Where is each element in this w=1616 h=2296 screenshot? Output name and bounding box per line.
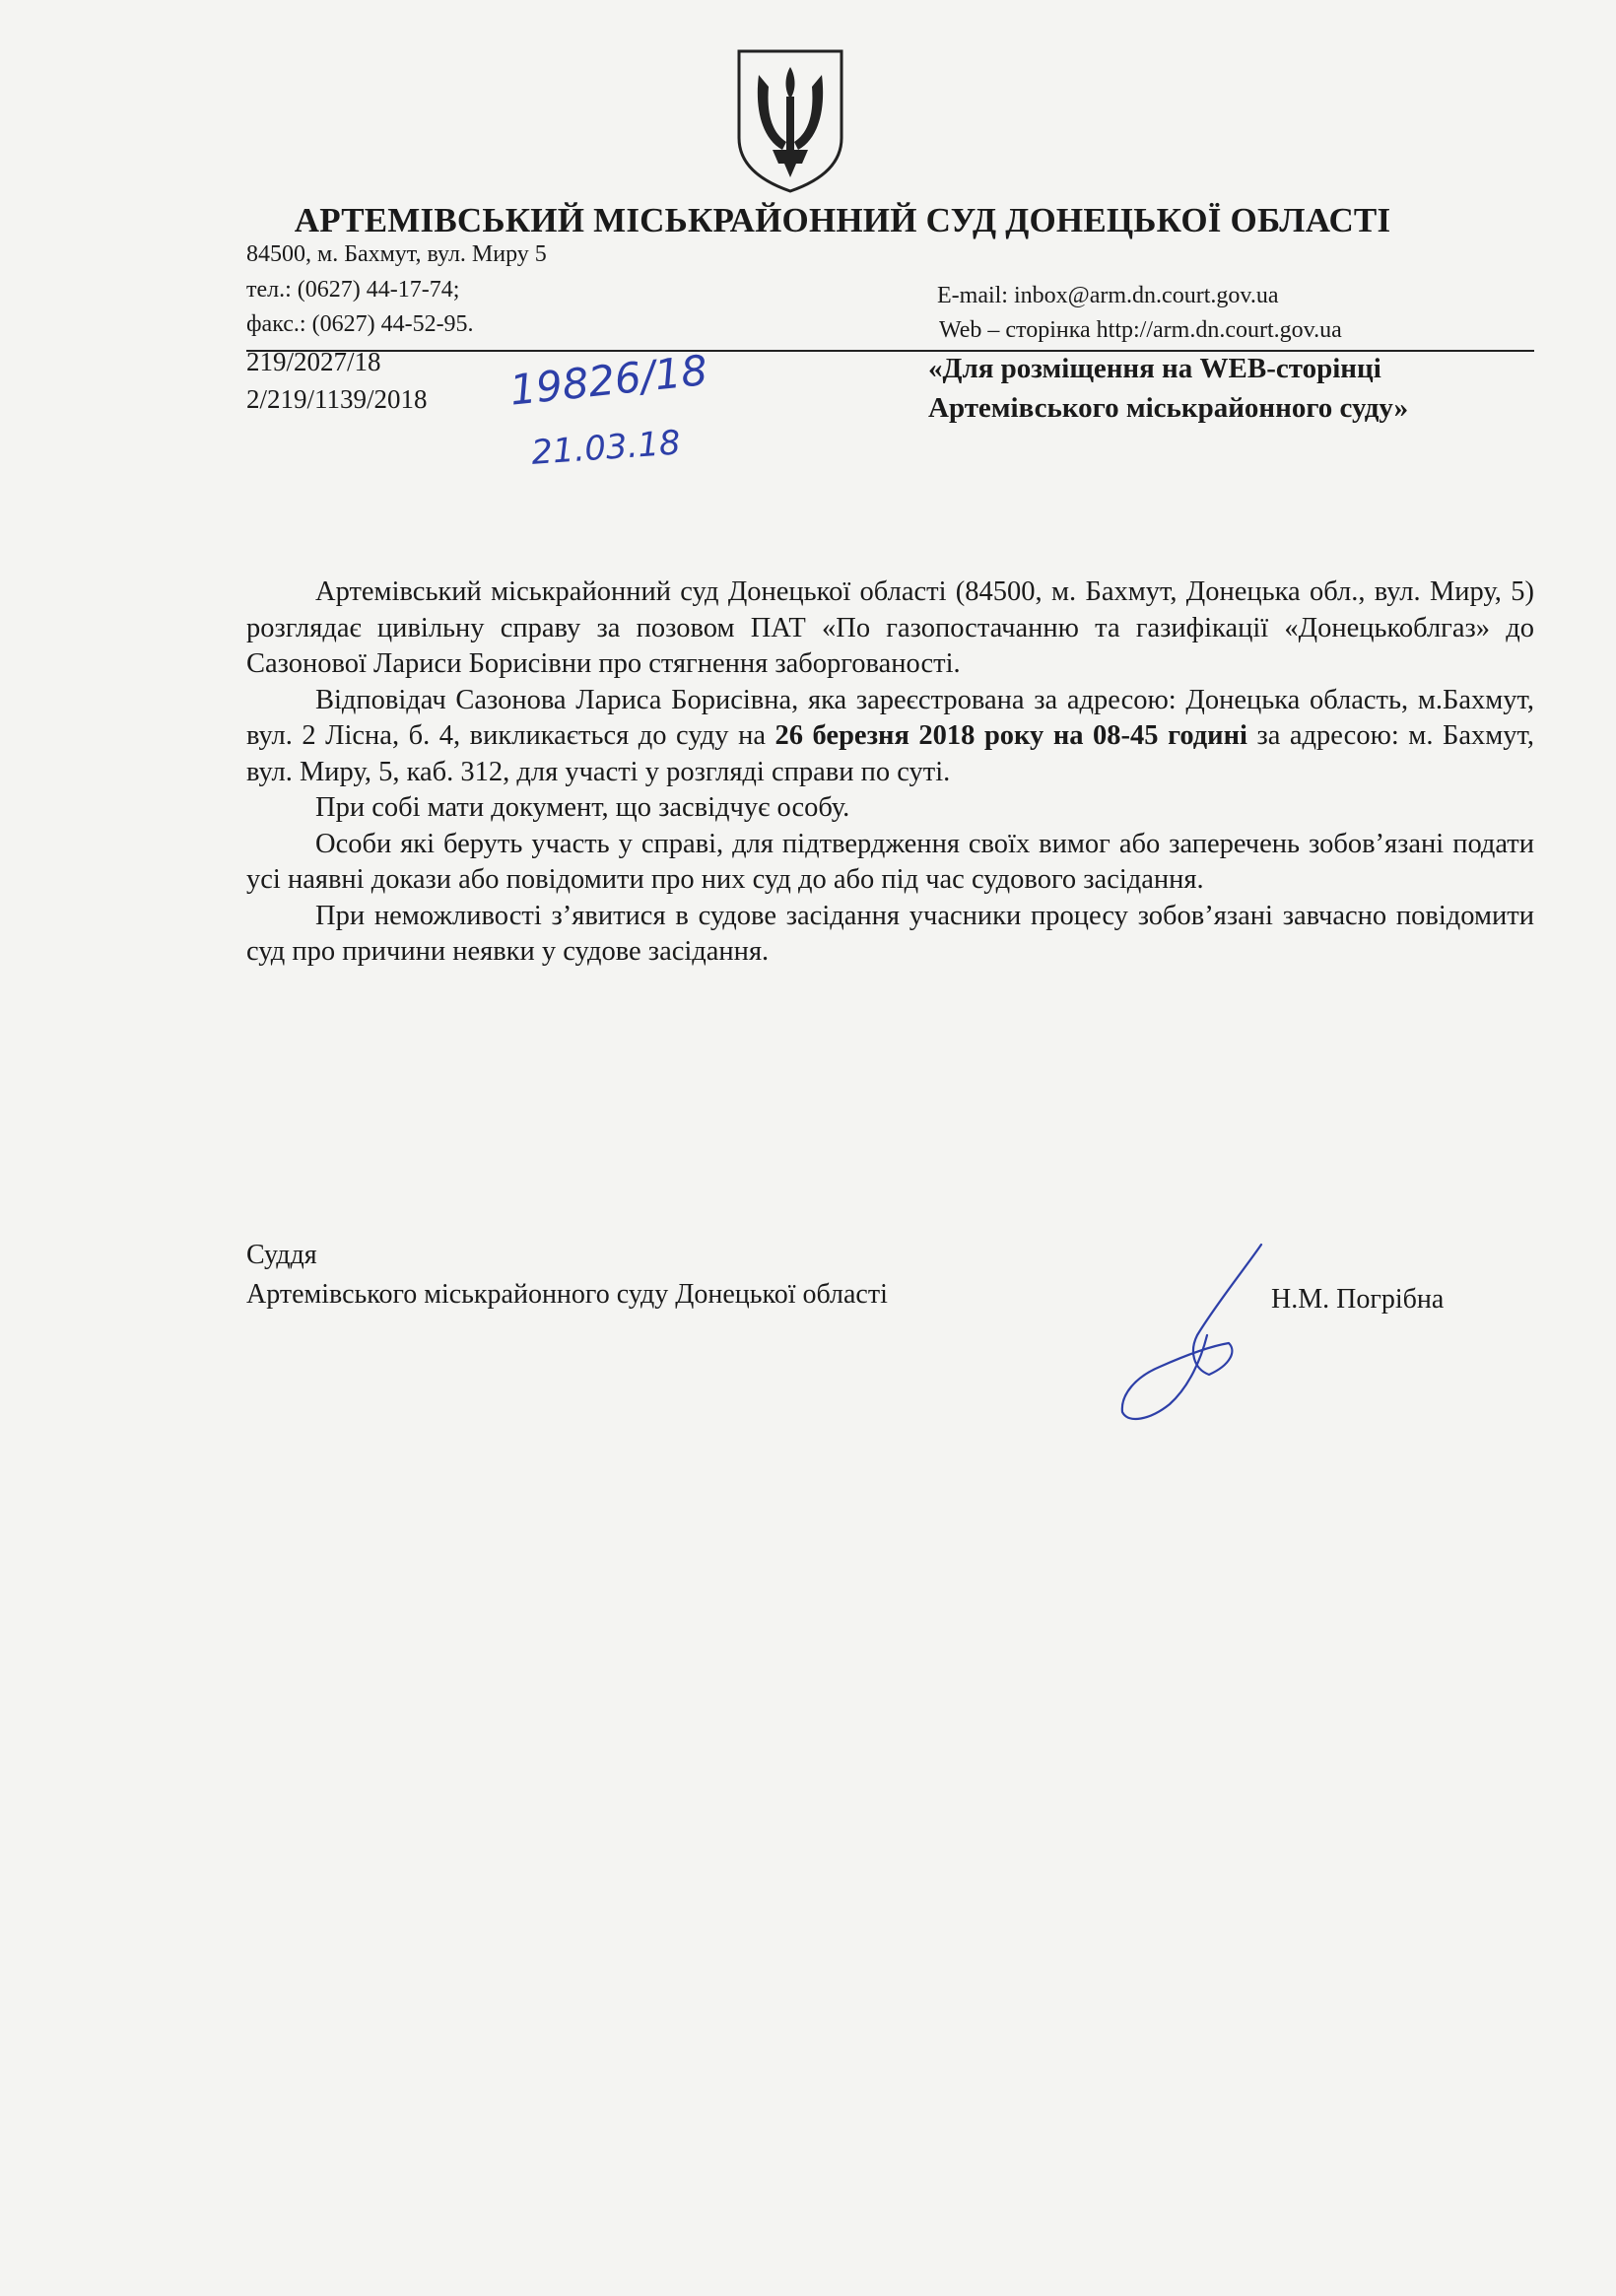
paragraph-id-document: При собі мати документ, що засвідчує особу. bbox=[315, 792, 850, 823]
handwritten-signature bbox=[1099, 1237, 1296, 1434]
judge-title: Суддя bbox=[246, 1240, 317, 1270]
summons-text-start: Відповідач Сазонова Лариса Борисівна, яка зареєстрована за адресою: Донецька область, м.Бахмут, вул. 2 Лісна, б. 4, викликається до суду на bbox=[246, 684, 1534, 751]
court-phone: тел.: (0627) 44-17-74; bbox=[246, 277, 460, 303]
handwritten-date: 21.03.18 bbox=[530, 423, 682, 473]
hearing-datetime: 26 березня 2018 року на 08-45 годині bbox=[774, 720, 1247, 751]
publication-notice-line-1: «Для розміщення на WEB-сторінці bbox=[928, 353, 1381, 384]
handwritten-incoming-number: 19826/18 bbox=[507, 345, 710, 415]
coat-of-arms-icon bbox=[731, 47, 849, 195]
judge-name: Н.М. Погрібна bbox=[1271, 1284, 1445, 1315]
court-address: 84500, м. Бахмут, вул. Миру 5 bbox=[246, 241, 547, 267]
proceeding-number: 2/219/1139/2018 bbox=[246, 384, 428, 414]
paragraph-case-description: Артемівський міськрайонний суд Донецької області (84500, м. Бахмут, Донецька обл., вул. Миру, 5) розглядає цивільну справу за позовом ПАТ «По газопостачанню та газифікації «Донецькоблгаз» до Сазонової Лариси Борисівни про стягнення заборгованості. bbox=[246, 576, 1534, 679]
paragraph-summons bbox=[246, 683, 1534, 791]
court-fax: факс.: (0627) 44-52-95. bbox=[246, 311, 474, 337]
court-email: E-mail: inbox@arm.dn.court.gov.ua bbox=[937, 283, 1279, 308]
publication-notice-line-2: Артемівського міськрайонного суду» bbox=[928, 392, 1409, 424]
paragraph-evidence: Особи які беруть участь у справі, для підтвердження своїх вимог або заперечень зобов’язані подати усі наявні докази або повідомити про них суд до або під час судового засідання. bbox=[246, 828, 1534, 895]
summons-text-end: за адресою: м. Бахмут, вул. Миру, 5, каб. 312, для участі у розгляді справи по суті. bbox=[246, 720, 1534, 787]
case-number: 219/2027/18 bbox=[246, 347, 381, 376]
paragraph-absence-notice: При неможливості з’явитися в судове засідання учасники процесу зобов’язані завчасно повідомити суд про причини неявки у судове засідання. bbox=[246, 900, 1534, 967]
summons-body bbox=[246, 574, 1534, 971]
court-name-heading: АРТЕМІВСЬКИЙ МІСЬКРАЙОННИЙ СУД ДОНЕЦЬКОЇ ОБЛАСТІ bbox=[294, 201, 1391, 239]
judge-court: Артемівського міськрайонного суду Донецької області bbox=[246, 1279, 888, 1310]
header-divider bbox=[246, 350, 1534, 352]
court-website: Web – сторінка http://arm.dn.court.gov.ua bbox=[939, 317, 1342, 343]
